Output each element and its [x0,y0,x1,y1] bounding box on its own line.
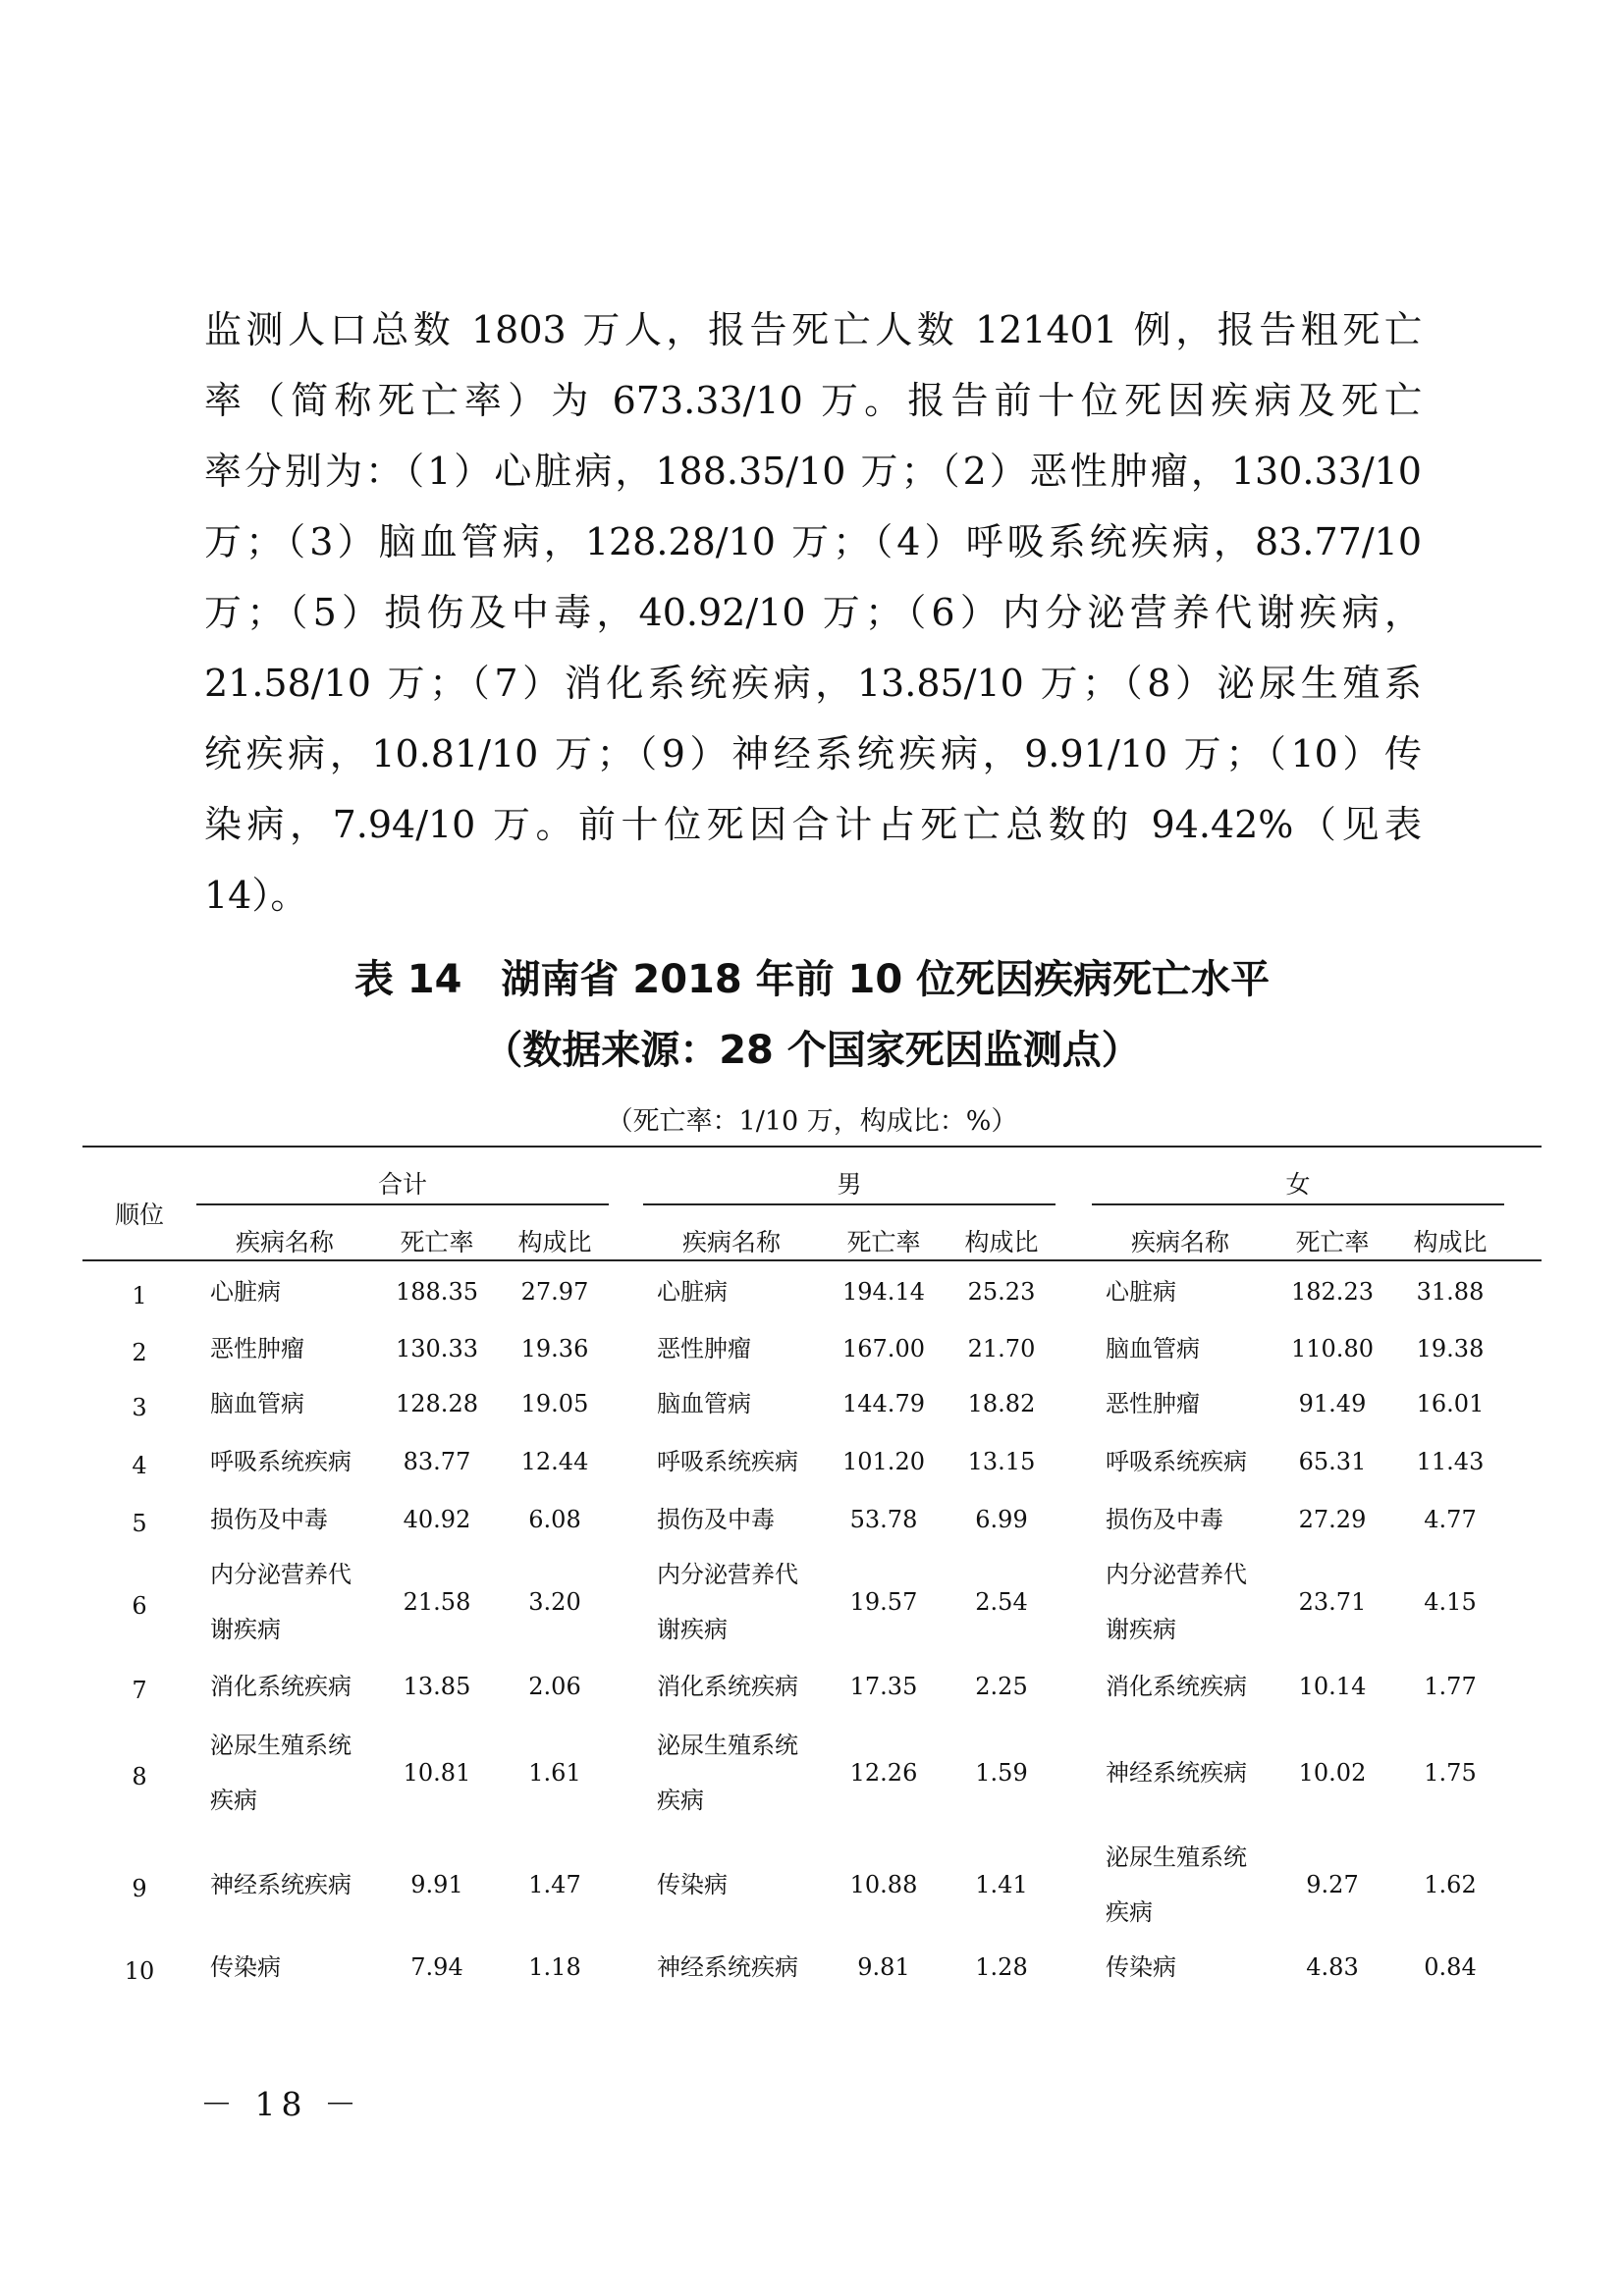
paragraph-line: 率（简称死亡率）为 673.33/10 万。报告前十位死因疾病及死亡 [204,379,1422,422]
death-rate-cell: 9.27 [1306,1871,1359,1898]
death-rate-cell: 53.78 [849,1506,918,1533]
disease-name-cell [210,1547,352,1657]
col-header-rate: 死亡率 [846,1228,921,1256]
death-rate-cell: 91.49 [1298,1390,1367,1417]
disease-name-line: 损伤及中毒 [210,1506,328,1533]
disease-name-cell [210,1376,304,1431]
table-title: 表 14 湖南省 2018 年前 10 位死因疾病死亡水平 [353,957,1271,1002]
col-header-rate: 死亡率 [400,1228,474,1256]
col-header-rate: 死亡率 [1295,1228,1370,1256]
rank-cell: 2 [132,1339,147,1366]
composition-ratio-cell: 3.20 [528,1588,581,1616]
death-rate-cell: 65.31 [1298,1448,1367,1475]
composition-ratio-cell: 6.08 [528,1506,581,1533]
disease-name-line: 呼吸系统疾病 [657,1448,798,1475]
composition-ratio-cell: 1.47 [528,1871,581,1898]
death-rate-cell: 40.92 [403,1506,471,1533]
death-rate-cell: 7.94 [410,1953,463,1981]
disease-name-cell [210,1321,304,1376]
death-rate-cell: 12.26 [849,1759,918,1787]
death-rate-cell: 21.58 [403,1588,471,1616]
rank-cell: 9 [132,1875,147,1902]
disease-name-cell [210,1434,352,1489]
disease-name-line: 神经系统疾病 [1106,1759,1247,1787]
disease-name-line: 呼吸系统疾病 [1106,1448,1247,1475]
disease-name-line: 传染病 [210,1953,281,1981]
disease-name-cell [1106,1264,1176,1319]
disease-name-line: 脑血管病 [210,1390,304,1417]
composition-ratio-cell: 1.77 [1424,1673,1477,1700]
disease-name-cell [210,1492,328,1547]
death-rate-cell: 101.20 [842,1448,925,1475]
disease-name-line: 内分泌营养代 [657,1561,798,1588]
composition-ratio-cell: 18.82 [967,1390,1036,1417]
col-header-name: 疾病名称 [681,1228,781,1256]
rank-cell: 5 [132,1510,147,1537]
disease-name-cell [210,1264,281,1319]
rank-header: 顺位 [114,1201,164,1229]
composition-ratio-cell: 11.43 [1416,1448,1485,1475]
death-rate-cell: 17.35 [849,1673,918,1700]
composition-ratio-cell: 1.75 [1424,1759,1477,1787]
disease-name-cell [657,1321,751,1376]
composition-ratio-cell: 1.41 [975,1871,1028,1898]
composition-ratio-cell: 16.01 [1416,1390,1485,1417]
death-rate-cell: 194.14 [842,1278,925,1306]
disease-name-cell [657,1857,728,1912]
death-rate-cell: 9.91 [410,1871,463,1898]
death-rate-cell: 10.14 [1298,1673,1367,1700]
rank-cell: 8 [132,1763,147,1790]
disease-name-cell [1106,1940,1176,1995]
composition-ratio-cell: 1.61 [528,1759,581,1787]
disease-name-cell [657,1434,798,1489]
disease-name-line: 消化系统疾病 [657,1673,798,1700]
disease-name-cell [1106,1492,1223,1547]
table-unit-note: （死亡率：1/10 万，构成比：%） [606,1106,1018,1137]
death-rate-cell: 19.57 [849,1588,918,1616]
disease-name-cell [210,1659,352,1714]
table-subtitle: （数据来源：28 个国家死因监测点） [483,1028,1141,1073]
composition-ratio-cell: 4.77 [1424,1506,1477,1533]
disease-name-cell [1106,1321,1200,1376]
group-header-female: 女 [1285,1170,1311,1199]
composition-ratio-cell: 25.23 [967,1278,1036,1306]
group-header-male: 男 [837,1170,862,1199]
death-rate-cell: 23.71 [1298,1588,1367,1616]
disease-name-line: 神经系统疾病 [210,1871,352,1898]
composition-ratio-cell: 13.15 [967,1448,1036,1475]
paragraph-line: 14）。 [204,874,308,917]
disease-name-line: 泌尿生殖系统 [657,1732,798,1759]
col-header-pct: 构成比 [517,1228,592,1256]
composition-ratio-cell: 21.70 [967,1335,1036,1362]
paragraph-line: 监测人口总数 1803 万人，报告死亡人数 121401 例，报告粗死亡 [204,308,1422,351]
disease-name-cell [657,1492,775,1547]
disease-name-line: 疾病 [657,1787,704,1814]
death-rate-cell: 128.28 [396,1390,478,1417]
disease-name-line: 心脏病 [210,1278,281,1306]
paragraph-line: 21.58/10 万；（7）消化系统疾病，13.85/10 万；（8）泌尿生殖系 [204,662,1422,705]
disease-name-line: 恶性肿瘤 [1106,1390,1200,1417]
rank-cell: 6 [132,1592,147,1620]
disease-name-cell [210,1718,352,1828]
disease-name-cell [1106,1659,1247,1714]
paragraph-line: 万；（5）损伤及中毒，40.92/10 万；（6）内分泌营养代谢疾病， [204,591,1422,634]
disease-name-line: 脑血管病 [1106,1335,1200,1362]
body-paragraph [204,294,1422,931]
table-top-rule [82,1146,1542,1148]
rank-cell: 4 [132,1452,147,1479]
disease-name-cell [1106,1830,1247,1940]
disease-name-cell [210,1940,281,1995]
disease-name-cell [1106,1745,1247,1800]
paragraph-line: 染病，7.94/10 万。前十位死因合计占死亡总数的 94.42%（见表 [204,803,1422,846]
disease-name-line: 泌尿生殖系统 [210,1732,352,1759]
page-number: － 18 － [200,2085,362,2123]
disease-name-line: 损伤及中毒 [657,1506,775,1533]
rank-cell: 3 [132,1394,147,1421]
composition-ratio-cell: 19.05 [520,1390,589,1417]
composition-ratio-cell: 1.59 [975,1759,1028,1787]
death-rate-cell: 188.35 [396,1278,478,1306]
composition-ratio-cell: 27.97 [520,1278,589,1306]
death-rate-cell: 167.00 [842,1335,925,1362]
composition-ratio-cell: 1.62 [1424,1871,1477,1898]
composition-ratio-cell: 0.84 [1424,1953,1477,1981]
composition-ratio-cell: 1.18 [528,1953,581,1981]
disease-name-line: 谢疾病 [657,1616,728,1643]
paragraph-line: 统疾病，10.81/10 万；（9）神经系统疾病，9.91/10 万；（10）传 [204,732,1422,775]
composition-ratio-cell: 2.54 [975,1588,1028,1616]
disease-name-line: 恶性肿瘤 [657,1335,751,1362]
composition-ratio-cell: 1.28 [975,1953,1028,1981]
composition-ratio-cell: 4.15 [1424,1588,1477,1616]
death-rate-cell: 130.33 [396,1335,478,1362]
disease-name-cell [1106,1434,1247,1489]
death-rate-cell: 182.23 [1291,1278,1374,1306]
death-rate-cell: 83.77 [403,1448,471,1475]
disease-name-line: 呼吸系统疾病 [210,1448,352,1475]
composition-ratio-cell: 31.88 [1416,1278,1485,1306]
rank-cell: 7 [132,1677,147,1704]
disease-name-line: 消化系统疾病 [210,1673,352,1700]
disease-name-cell [657,1659,798,1714]
composition-ratio-cell: 6.99 [975,1506,1028,1533]
death-rate-cell: 10.88 [849,1871,918,1898]
disease-name-line: 心脏病 [657,1278,728,1306]
disease-name-cell [657,1264,728,1319]
death-rate-cell: 4.83 [1306,1953,1359,1981]
group-header-total: 合计 [377,1170,427,1199]
death-rate-cell: 27.29 [1298,1506,1367,1533]
rank-cell: 10 [124,1957,155,1985]
disease-name-cell [657,1940,798,1995]
col-header-name: 疾病名称 [1130,1228,1229,1256]
rank-cell: 1 [132,1282,147,1309]
paragraph-line: 率分别为：（1）心脏病，188.35/10 万；（2）恶性肿瘤，130.33/10 [204,450,1422,493]
disease-name-line: 心脏病 [1106,1278,1176,1306]
death-rate-cell: 110.80 [1291,1335,1374,1362]
disease-name-line: 疾病 [210,1787,257,1814]
disease-name-line: 消化系统疾病 [1106,1673,1247,1700]
disease-name-line: 内分泌营养代 [1106,1561,1247,1588]
death-rate-cell: 9.81 [857,1953,910,1981]
disease-name-line: 损伤及中毒 [1106,1506,1223,1533]
composition-ratio-cell: 19.38 [1416,1335,1485,1362]
death-rate-cell: 10.02 [1298,1759,1367,1787]
death-rate-cell: 144.79 [842,1390,925,1417]
disease-name-line: 传染病 [1106,1953,1176,1981]
disease-name-line: 传染病 [657,1871,728,1898]
disease-name-line: 恶性肿瘤 [210,1335,304,1362]
disease-name-cell [657,1376,751,1431]
composition-ratio-cell: 12.44 [520,1448,589,1475]
disease-name-line: 谢疾病 [210,1616,281,1643]
disease-name-line: 内分泌营养代 [210,1561,352,1588]
col-header-pct: 构成比 [964,1228,1039,1256]
composition-ratio-cell: 2.25 [975,1673,1028,1700]
disease-name-cell [657,1718,798,1828]
composition-ratio-cell: 2.06 [528,1673,581,1700]
col-header-pct: 构成比 [1413,1228,1488,1256]
disease-name-cell [1106,1547,1247,1657]
disease-name-line: 脑血管病 [657,1390,751,1417]
disease-name-line: 谢疾病 [1106,1616,1176,1643]
disease-name-line: 神经系统疾病 [657,1953,798,1981]
disease-name-line: 泌尿生殖系统 [1106,1843,1247,1871]
death-rate-cell: 10.81 [403,1759,471,1787]
paragraph-line: 万；（3）脑血管病，128.28/10 万；（4）呼吸系统疾病，83.77/10 [204,520,1422,563]
disease-name-cell [210,1857,352,1912]
composition-ratio-cell: 19.36 [520,1335,589,1362]
disease-name-cell [1106,1376,1200,1431]
disease-name-line: 疾病 [1106,1898,1153,1926]
disease-name-cell [657,1547,798,1657]
col-header-name: 疾病名称 [235,1228,334,1256]
death-rate-cell: 13.85 [403,1673,471,1700]
